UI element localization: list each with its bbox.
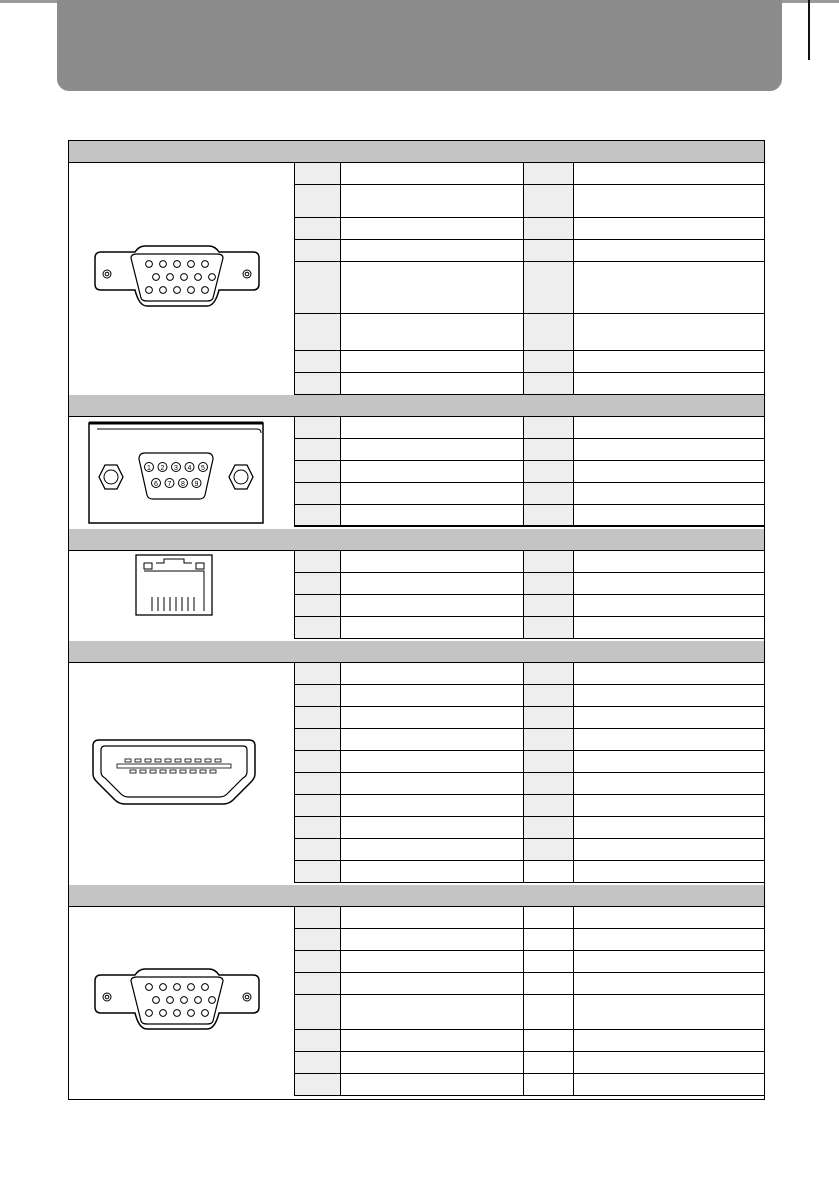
pin-row — [295, 351, 764, 373]
pin-number-cell — [524, 163, 574, 184]
pin-number-cell — [524, 185, 574, 217]
pin-number-cell — [524, 218, 574, 239]
connector-image-cell — [69, 663, 295, 883]
pin-row — [295, 483, 764, 505]
signal-cell — [341, 1030, 524, 1051]
vga-15-pin-connector-icon — [87, 244, 267, 314]
pin-number-cell — [295, 907, 341, 928]
signal-cell — [574, 773, 764, 794]
connector-image-cell — [69, 907, 295, 1096]
pin-number-cell — [524, 595, 574, 616]
section-header — [69, 395, 764, 417]
signal-cell — [574, 573, 764, 594]
svg-text:7: 7 — [167, 481, 172, 488]
signal-cell — [341, 1074, 524, 1095]
signal-cell — [574, 262, 764, 313]
signal-cell — [574, 663, 764, 684]
pin-number-cell — [295, 951, 341, 972]
pin-number-cell — [524, 707, 574, 728]
pin-row — [295, 1030, 764, 1052]
pin-row — [295, 551, 764, 573]
pin-number-cell — [295, 551, 341, 572]
pin-number-cell — [524, 417, 574, 438]
pin-number-cell — [295, 973, 341, 994]
svg-text:8: 8 — [181, 481, 185, 488]
signal-cell — [574, 751, 764, 772]
pin-number-cell — [524, 314, 574, 350]
signal-cell — [341, 729, 524, 750]
pin-number-cell — [524, 573, 574, 594]
signal-cell — [341, 439, 524, 460]
pin-row — [295, 439, 764, 461]
connector-image-cell — [69, 163, 295, 395]
pin-row — [295, 685, 764, 707]
pin-number-cell — [295, 617, 341, 638]
pin-number-cell — [295, 573, 341, 594]
signal-cell — [341, 839, 524, 860]
pin-number-cell — [295, 663, 341, 684]
pin-number-cell — [295, 839, 341, 860]
signal-cell — [341, 817, 524, 838]
pin-row — [295, 951, 764, 973]
pin-number-cell — [524, 817, 574, 838]
pin-number-cell — [295, 817, 341, 838]
signal-cell — [341, 685, 524, 706]
signal-cell — [574, 439, 764, 460]
signal-cell — [341, 1052, 524, 1073]
pin-row — [295, 573, 764, 595]
pin-row — [295, 707, 764, 729]
pin-number-cell — [295, 751, 341, 772]
pin-number-cell — [295, 795, 341, 816]
svg-text:5: 5 — [201, 465, 205, 472]
signal-cell — [341, 929, 524, 950]
pin-row — [295, 817, 764, 839]
signal-cell — [341, 995, 524, 1029]
pin-number-cell — [524, 685, 574, 706]
pin-number-cell — [295, 185, 341, 217]
signal-cell — [341, 163, 524, 184]
pin-number-cell — [295, 262, 341, 313]
signal-cell — [574, 973, 764, 994]
signal-cell — [574, 795, 764, 816]
signal-cell — [341, 551, 524, 572]
signal-cell — [574, 1030, 764, 1051]
pin-number-cell — [295, 163, 341, 184]
serial-9-pin-connector-icon — [87, 419, 265, 525]
pin-number-cell — [524, 439, 574, 460]
svg-text:9: 9 — [194, 481, 199, 488]
signal-cell — [574, 817, 764, 838]
signal-cell — [574, 551, 764, 572]
signal-cell — [574, 351, 764, 372]
signal-cell — [574, 218, 764, 239]
signal-cell — [574, 1052, 764, 1073]
pin-number-cell — [524, 483, 574, 504]
svg-text:1: 1 — [147, 465, 151, 472]
pin-number-cell — [295, 314, 341, 350]
pin-row — [295, 1074, 764, 1096]
pin-number-cell — [524, 973, 574, 994]
section-header — [69, 641, 764, 663]
pin-number-cell — [295, 1052, 341, 1073]
section-header — [69, 885, 764, 907]
pin-number-cell — [295, 505, 341, 525]
pin-number-cell — [524, 663, 574, 684]
pin-number-cell — [295, 595, 341, 616]
pin-number-cell — [295, 218, 341, 239]
pin-row — [295, 417, 764, 439]
signal-cell — [341, 795, 524, 816]
signal-cell — [341, 595, 524, 616]
signal-cell — [341, 773, 524, 794]
signal-cell — [341, 262, 524, 313]
pin-row — [295, 595, 764, 617]
section-header — [69, 141, 764, 163]
signal-cell — [574, 617, 764, 638]
pin-row — [295, 907, 764, 929]
pin-number-cell — [524, 505, 574, 525]
pin-number-cell — [524, 617, 574, 638]
signal-cell — [574, 240, 764, 261]
pin-number-cell — [295, 773, 341, 794]
signal-cell — [574, 461, 764, 482]
pin-row — [295, 929, 764, 951]
pin-number-cell — [524, 729, 574, 750]
signal-cell — [341, 505, 524, 525]
signal-cell — [574, 685, 764, 706]
svg-text:4: 4 — [187, 465, 192, 472]
pin-number-cell — [524, 351, 574, 372]
pin-row — [295, 314, 764, 351]
signal-cell — [574, 1074, 764, 1095]
side-marker — [808, 0, 810, 60]
pin-number-cell — [524, 795, 574, 816]
pin-assignment-table — [68, 140, 765, 1100]
pin-number-cell — [524, 240, 574, 261]
signal-cell — [574, 929, 764, 950]
pin-number-cell — [524, 861, 574, 882]
pin-number-cell — [524, 751, 574, 772]
pin-row — [295, 1052, 764, 1074]
signal-cell — [341, 417, 524, 438]
signal-cell — [574, 707, 764, 728]
pin-number-cell — [295, 995, 341, 1029]
pin-row — [295, 751, 764, 773]
pin-number-cell — [295, 685, 341, 706]
pin-number-cell — [295, 729, 341, 750]
pin-number-cell — [295, 461, 341, 482]
pin-number-cell — [524, 995, 574, 1029]
section-header — [69, 529, 764, 551]
svg-text:6: 6 — [154, 481, 158, 488]
signal-cell — [574, 839, 764, 860]
signal-cell — [341, 483, 524, 504]
signal-cell — [574, 314, 764, 350]
pin-number-cell — [295, 439, 341, 460]
pin-number-cell — [524, 907, 574, 928]
signal-cell — [574, 861, 764, 882]
pin-number-cell — [295, 929, 341, 950]
pin-number-cell — [524, 262, 574, 313]
signal-cell — [574, 417, 764, 438]
pin-row — [295, 617, 764, 639]
signal-cell — [574, 163, 764, 184]
signal-cell — [574, 729, 764, 750]
pin-number-cell — [295, 1030, 341, 1051]
hdmi-connector-icon — [87, 738, 261, 808]
pin-row — [295, 461, 764, 483]
signal-cell — [341, 373, 524, 394]
rj45-lan-connector-icon — [134, 553, 214, 617]
pin-number-cell — [524, 773, 574, 794]
pin-number-cell — [295, 373, 341, 394]
pin-number-cell — [524, 951, 574, 972]
pin-number-cell — [524, 1030, 574, 1051]
signal-cell — [341, 663, 524, 684]
pin-number-cell — [524, 839, 574, 860]
signal-cell — [574, 951, 764, 972]
pin-row — [295, 729, 764, 751]
signal-cell — [341, 861, 524, 882]
pin-number-cell — [295, 351, 341, 372]
pin-number-cell — [295, 483, 341, 504]
signal-cell — [574, 483, 764, 504]
pin-row — [295, 839, 764, 861]
signal-cell — [341, 461, 524, 482]
signal-cell — [341, 240, 524, 261]
pin-number-cell — [295, 417, 341, 438]
pin-number-cell — [524, 1074, 574, 1095]
signal-cell — [341, 185, 524, 217]
pin-number-cell — [295, 707, 341, 728]
signal-cell — [341, 951, 524, 972]
signal-cell — [574, 505, 764, 525]
pin-row — [295, 995, 764, 1030]
signal-cell — [341, 617, 524, 638]
pin-row — [295, 773, 764, 795]
signal-cell — [341, 573, 524, 594]
signal-cell — [341, 907, 524, 928]
pin-row — [295, 861, 764, 883]
signal-cell — [341, 314, 524, 350]
pin-row — [295, 973, 764, 995]
pin-row — [295, 262, 764, 314]
signal-cell — [341, 751, 524, 772]
signal-cell — [574, 595, 764, 616]
page-header-banner — [57, 0, 782, 91]
signal-cell — [574, 907, 764, 928]
signal-cell — [341, 973, 524, 994]
signal-cell — [574, 185, 764, 217]
pin-row — [295, 218, 764, 240]
pin-number-cell — [524, 551, 574, 572]
connector-image-cell — [69, 417, 295, 527]
signal-cell — [341, 351, 524, 372]
pin-row — [295, 663, 764, 685]
pin-row — [295, 795, 764, 817]
pin-row — [295, 163, 764, 185]
svg-text:3: 3 — [174, 465, 178, 472]
pin-number-cell — [295, 240, 341, 261]
pin-number-cell — [524, 929, 574, 950]
pin-number-cell — [295, 861, 341, 882]
vga-15-pin-connector-icon — [87, 967, 267, 1037]
pin-row — [295, 505, 764, 527]
signal-cell — [341, 707, 524, 728]
pin-number-cell — [524, 373, 574, 394]
signal-cell — [341, 218, 524, 239]
signal-cell — [574, 995, 764, 1029]
signal-cell — [574, 373, 764, 394]
pin-number-cell — [524, 1052, 574, 1073]
pin-number-cell — [295, 1074, 341, 1095]
pin-row — [295, 373, 764, 395]
pin-row — [295, 185, 764, 218]
connector-image-cell — [69, 551, 295, 639]
pin-row — [295, 240, 764, 262]
svg-text:2: 2 — [160, 465, 165, 472]
pin-number-cell — [524, 461, 574, 482]
